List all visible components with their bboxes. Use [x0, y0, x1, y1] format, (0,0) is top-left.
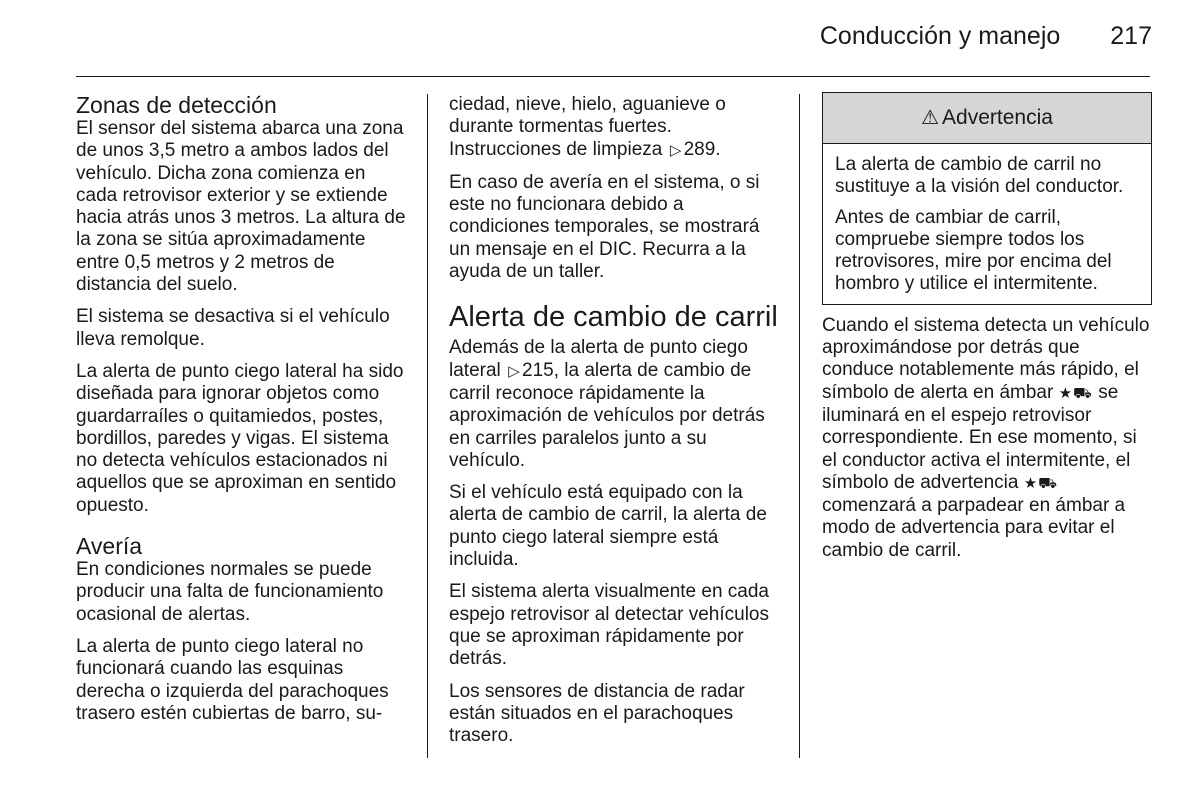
heading-lane-change-alert: Alerta de cambio de carril	[449, 301, 778, 334]
warning-triangle-icon: ⚠	[921, 106, 940, 129]
column-divider-left	[427, 94, 428, 758]
page-header	[820, 22, 1152, 51]
heading-detection-zones: Zonas de detección	[76, 92, 277, 118]
symbol-text-c: comenzará a parpadear en ámbar a modo de advertencia para evitar el cambio de carril.	[822, 495, 1126, 561]
warning-box	[822, 92, 1152, 305]
paragraph-ignored-objects: La alerta de punto ciego lateral ha sido diseñada para ignorar objetos como guardarraíles o quitamiedos, postes, bordillos, paredes y vigas. El sistema no detecta vehículos estacionados ni aquellos que se aproximan en sentido opuesto.	[76, 360, 404, 516]
column-right	[822, 92, 1152, 572]
cleaning-text: ciedad, nieve, hielo, aguanieve o durante tormentas fuertes. Instrucciones de limpieza	[449, 94, 726, 160]
symbol-text-a: Cuando el sistema detecta un vehículo aproximándose por detrás que conduce notablemente más rápido, el símbolo de alerta en ámbar	[822, 314, 1150, 403]
paragraph-lane-change-intro	[449, 337, 779, 472]
warning-paragraph-2: Antes de cambiar de carril, compruebe siempre todos los retrovisores, mire por encima del hombro y utilice el intermitente.	[835, 206, 1112, 295]
page-number: 217	[1110, 22, 1152, 50]
paragraph-bumper-dirt: La alerta de punto ciego lateral no funcionará cuando las esquinas derecha o izquierda del parachoques trasero estén cubiertas de barro, su-	[76, 635, 389, 724]
paragraph-cleaning-instructions	[449, 94, 779, 162]
paragraph-trailer: El sistema se desactiva si el vehículo lleva remolque.	[76, 306, 390, 350]
column-divider-right	[799, 94, 800, 758]
column-middle	[449, 94, 779, 757]
paragraph-radar-sensors: Los sensores de distancia de radar están situados en el parachoques trasero.	[449, 680, 745, 747]
paragraph-equipped: Si el vehículo está equipado con la alerta de cambio de carril, la alerta de punto ciego lateral siempre está incluida.	[449, 482, 767, 571]
warning-body	[823, 144, 1151, 296]
warning-header	[823, 93, 1151, 144]
column-left	[76, 92, 406, 735]
paragraph-lane-alert-symbol	[822, 315, 1152, 562]
page-reference-arrow-icon: ▷	[669, 141, 682, 159]
warning-title: Advertencia	[942, 105, 1053, 129]
lane-change-alert-symbol-icon: ★⛟	[1023, 474, 1059, 492]
lane-intro-start: Además de la alerta de punto ciego lateral	[449, 337, 748, 381]
paragraph-system-fault: En caso de avería en el sistema, o si este no funcionara debido a condiciones temporales, se mostrará un mensaje en el DIC. Recurra a la ayuda de un taller.	[449, 171, 760, 283]
lane-change-alert-symbol-icon: ★⛟	[1058, 384, 1093, 402]
paragraph-occasional-failure: En condiciones normales se puede producir una falta de funcionamiento ocasional de alertas.	[76, 559, 384, 625]
warning-paragraph-1: La alerta de cambio de carril no sustituye a la visión del conductor.	[835, 154, 1124, 198]
lane-intro-page-ref[interactable]: 215,	[522, 359, 560, 381]
page-reference-arrow-icon: ▷	[508, 362, 520, 380]
paragraph-detection-zone: El sensor del sistema abarca una zona de unos 3,5 metro a ambos lados del vehículo. Dicha zona comienza en cada retrovisor exterior y se extiende hacia atrás unos 3 metros. La altura de la zona se sitúa aproximadamente entre 0,5 metros y 2 metros de distancia del suelo.	[76, 118, 406, 296]
lane-intro-end: la alerta de cambio de carril reconoce rápidamente la aproximación de vehículos por detrás en carriles paralelos junto a su vehículo.	[449, 359, 765, 471]
heading-malfunction: Avería	[76, 533, 143, 560]
symbol-text-b: se iluminará en el espejo retrovisor correspondiente. En ese momento, si el conductor activa el intermitente, el símbolo de advertencia	[822, 381, 1137, 493]
paragraph-visual-alert: El sistema alerta visualmente en cada espejo retrovisor al detectar vehículos que se aproximan rápidamente por detrás.	[449, 581, 769, 670]
cleaning-page-ref[interactable]: 289.	[683, 138, 721, 160]
header-rule	[76, 76, 1150, 77]
section-title: Conducción y manejo	[819, 22, 1061, 50]
